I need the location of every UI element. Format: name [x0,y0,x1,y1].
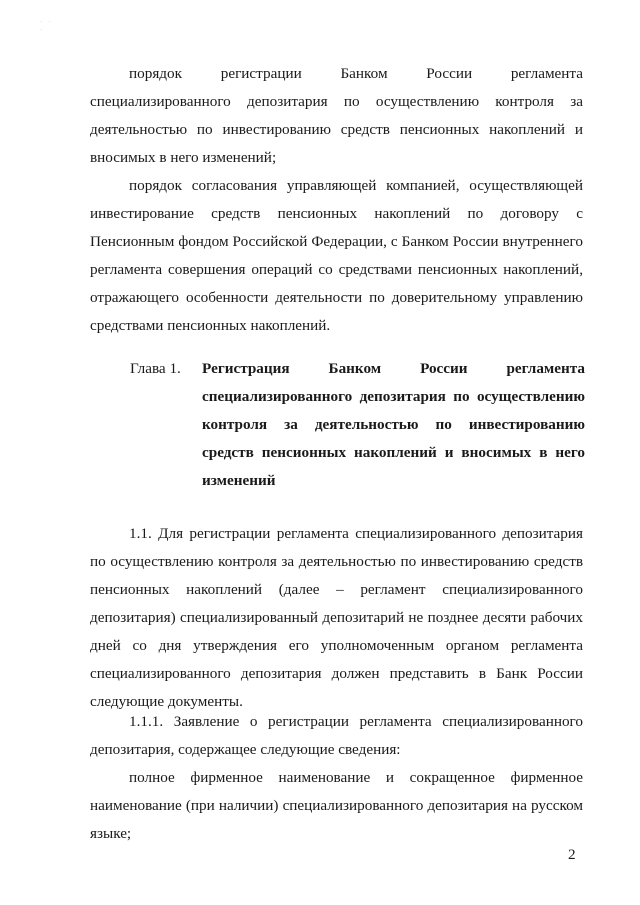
section-1-1-1: 1.1.1. Заявление о регистрации регламента специализированного депозитария, содержащее следующие сведения: [90,713,583,758]
chapter-title: Регистрация Банком России регламента специализированного депозитария по осуществлению контроля за деятельностью по инвестированию средств пенсионных накоплений и вносимых в него изменений [202,360,585,489]
paragraph-approval-order: порядок согласования управляющей компанией, осуществляющей инвестирование средств пенсионных накоплений по договору с Пенсионным фондом Российской Федерации, с Банком России внутреннего регламента совершения операций со средствами пенсионных накоплений, отражающего особенности деятельности по доверительному управлению средствами пенсионных накоплений. [90,177,583,334]
page-number: 2 [568,846,576,863]
chapter-heading [130,355,585,505]
list-item-company-name: полное фирменное наименование и сокращенное фирменное наименование (при наличии) специализированного депозитария на русском языке; [90,769,583,842]
chapter-label: Глава 1. [130,360,181,377]
scan-artifact-mark: · · · [40,18,53,34]
section-1-1: 1.1. Для регистрации регламента специализированного депозитария по осуществлению контроля за деятельностью по инвестированию средств пенсионных накоплений (далее – регламент специализированного депозитария) специализированный депозитарий не позднее десяти рабочих дней со дня утверждения его уполномоченным органом регламента специализированного депозитария должен представить в Банк России следующие документы. [90,525,583,710]
paragraph-registration-order: порядок регистрации Банком России регламента специализированного депозитария по осуществлению контроля за деятельностью по инвестированию средств пенсионных накоплений и вносимых в него изменений; [90,65,583,166]
